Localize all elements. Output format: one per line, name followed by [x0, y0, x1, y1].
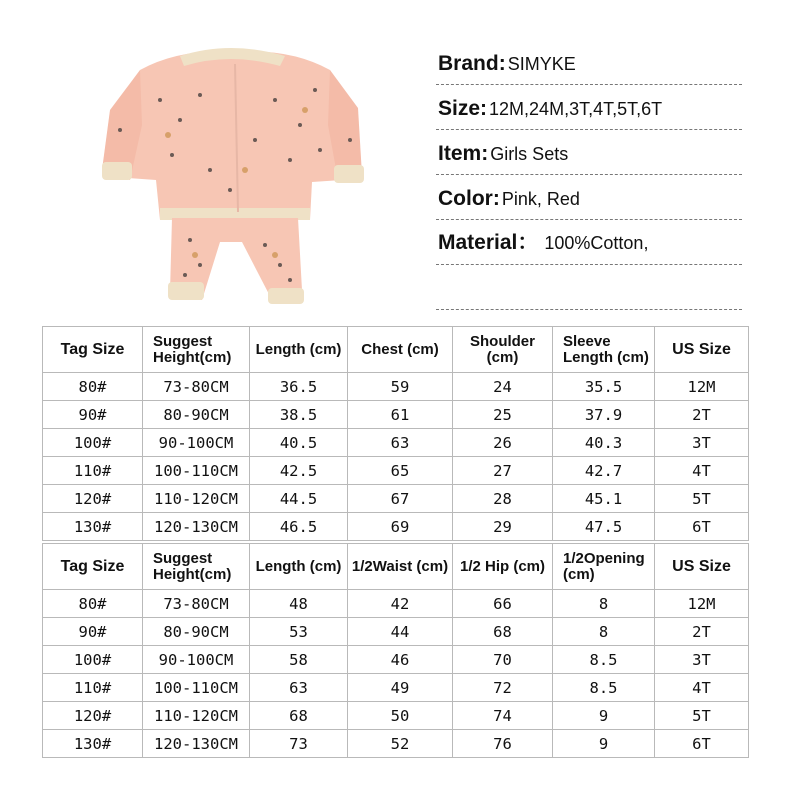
table-cell: 120-130CM: [143, 730, 250, 758]
header-cell: US Size: [655, 327, 749, 373]
product-photo: [80, 30, 380, 320]
table-cell: 38.5: [250, 401, 348, 429]
table-cell: 12M: [655, 590, 749, 618]
table-cell: 67: [348, 485, 453, 513]
color-value: Pink, Red: [501, 189, 580, 209]
item-label: Item: [438, 142, 482, 165]
header-cell: Sleeve Length (cm): [553, 327, 655, 373]
table-cell: 52: [348, 730, 453, 758]
table-cell: 40.5: [250, 429, 348, 457]
table-cell: 66: [453, 590, 553, 618]
table-cell: 61: [348, 401, 453, 429]
table-cell: 90-100CM: [143, 646, 250, 674]
header-cell: 1/2 Hip (cm): [453, 544, 553, 590]
brand-row: Brand: SIMYKE: [436, 40, 742, 85]
table-cell: 12M: [655, 373, 749, 401]
table-cell: 48: [250, 590, 348, 618]
table-cell: 37.9: [553, 401, 655, 429]
table-cell: 69: [348, 513, 453, 541]
table-cell: 9: [553, 702, 655, 730]
empty-row: [436, 265, 742, 310]
table-cell: 65: [348, 457, 453, 485]
table-cell: 59: [348, 373, 453, 401]
table-cell: 26: [453, 429, 553, 457]
table-cell: 4T: [655, 457, 749, 485]
table-cell: 58: [250, 646, 348, 674]
table-cell: 3T: [655, 646, 749, 674]
color-row: Color: Pink, Red: [436, 175, 742, 220]
table-cell: 8.5: [553, 674, 655, 702]
table-cell: 120#: [43, 702, 143, 730]
header-cell: Length (cm): [250, 544, 348, 590]
table-header-row: [43, 544, 749, 590]
item-row: Item: Girls Sets: [436, 130, 742, 175]
table-cell: 50: [348, 702, 453, 730]
table-cell: 24: [453, 373, 553, 401]
table-cell: 100-110CM: [143, 457, 250, 485]
table-cell: 8: [553, 618, 655, 646]
table-cell: 40.3: [553, 429, 655, 457]
table-row: [43, 590, 749, 618]
brand-label: Brand: [438, 52, 499, 75]
table-cell: 100-110CM: [143, 674, 250, 702]
table-cell: 110#: [43, 674, 143, 702]
bottom-size-table: [42, 543, 749, 758]
table-cell: 2T: [655, 618, 749, 646]
header-cell: Suggest Height(cm): [143, 327, 250, 373]
item-value: Girls Sets: [490, 144, 569, 164]
material-row: Material： 100%Cotton,: [436, 220, 742, 265]
table-cell: 3T: [655, 429, 749, 457]
brand-value: SIMYKE: [507, 54, 576, 74]
color-label: Color: [438, 187, 493, 210]
table-row: [43, 401, 749, 429]
table-cell: 53: [250, 618, 348, 646]
material-label: Material: [438, 231, 518, 254]
table-cell: 80#: [43, 373, 143, 401]
table-cell: 100#: [43, 429, 143, 457]
table-cell: 44.5: [250, 485, 348, 513]
table-cell: 130#: [43, 513, 143, 541]
table-row: [43, 373, 749, 401]
table-cell: 46.5: [250, 513, 348, 541]
table-cell: 47.5: [553, 513, 655, 541]
table-row: [43, 674, 749, 702]
table-cell: 28: [453, 485, 553, 513]
header-cell: 1/2Opening (cm): [553, 544, 655, 590]
header-cell: Tag Size: [43, 327, 143, 373]
size-value: 12M,24M,3T,4T,5T,6T: [489, 99, 663, 119]
table-cell: 42.5: [250, 457, 348, 485]
top-size-table: [42, 326, 749, 541]
table-cell: 6T: [655, 730, 749, 758]
table-cell: 68: [250, 702, 348, 730]
table-cell: 90#: [43, 401, 143, 429]
table-cell: 73-80CM: [143, 590, 250, 618]
table-cell: 110#: [43, 457, 143, 485]
table-cell: 120-130CM: [143, 513, 250, 541]
table-row: [43, 513, 749, 541]
table-cell: 9: [553, 730, 655, 758]
header-cell: US Size: [655, 544, 749, 590]
size-row: Size: 12M,24M,3T,4T,5T,6T: [436, 85, 742, 130]
table-row: [43, 457, 749, 485]
table-cell: 5T: [655, 702, 749, 730]
table-cell: 42: [348, 590, 453, 618]
table-cell: 49: [348, 674, 453, 702]
table-cell: 110-120CM: [143, 702, 250, 730]
table-cell: 35.5: [553, 373, 655, 401]
table-row: [43, 702, 749, 730]
header-cell: Shoulder (cm): [453, 327, 553, 373]
table-row: [43, 646, 749, 674]
table-row: [43, 429, 749, 457]
table-cell: 80#: [43, 590, 143, 618]
table-cell: 74: [453, 702, 553, 730]
header-cell: Length (cm): [250, 327, 348, 373]
table-cell: 46: [348, 646, 453, 674]
table-cell: 80-90CM: [143, 618, 250, 646]
table-cell: 100#: [43, 646, 143, 674]
table-cell: 2T: [655, 401, 749, 429]
table-cell: 73: [250, 730, 348, 758]
header-cell: 1/2Waist (cm): [348, 544, 453, 590]
table-cell: 73-80CM: [143, 373, 250, 401]
table-cell: 90-100CM: [143, 429, 250, 457]
table-cell: 5T: [655, 485, 749, 513]
table-cell: 72: [453, 674, 553, 702]
table-cell: 45.1: [553, 485, 655, 513]
header-cell: Tag Size: [43, 544, 143, 590]
table-row: [43, 618, 749, 646]
table-cell: 70: [453, 646, 553, 674]
table-cell: 76: [453, 730, 553, 758]
table-cell: 63: [348, 429, 453, 457]
table-cell: 120#: [43, 485, 143, 513]
table-cell: 29: [453, 513, 553, 541]
table-cell: 42.7: [553, 457, 655, 485]
table-cell: 68: [453, 618, 553, 646]
size-label: Size: [438, 97, 481, 120]
table-cell: 8: [553, 590, 655, 618]
table-cell: 4T: [655, 674, 749, 702]
table-cell: 8.5: [553, 646, 655, 674]
header-cell: Chest (cm): [348, 327, 453, 373]
table-cell: 27: [453, 457, 553, 485]
header-cell: Suggest Height(cm): [143, 544, 250, 590]
table-cell: 25: [453, 401, 553, 429]
table-row: [43, 485, 749, 513]
table-cell: 63: [250, 674, 348, 702]
table-cell: 110-120CM: [143, 485, 250, 513]
table-cell: 80-90CM: [143, 401, 250, 429]
table-cell: 90#: [43, 618, 143, 646]
table-cell: 6T: [655, 513, 749, 541]
table-header-row: [43, 327, 749, 373]
material-value: 100%Cotton,: [544, 233, 649, 253]
product-info: [436, 40, 742, 310]
table-row: [43, 730, 749, 758]
table-cell: 130#: [43, 730, 143, 758]
table-cell: 36.5: [250, 373, 348, 401]
table-cell: 44: [348, 618, 453, 646]
